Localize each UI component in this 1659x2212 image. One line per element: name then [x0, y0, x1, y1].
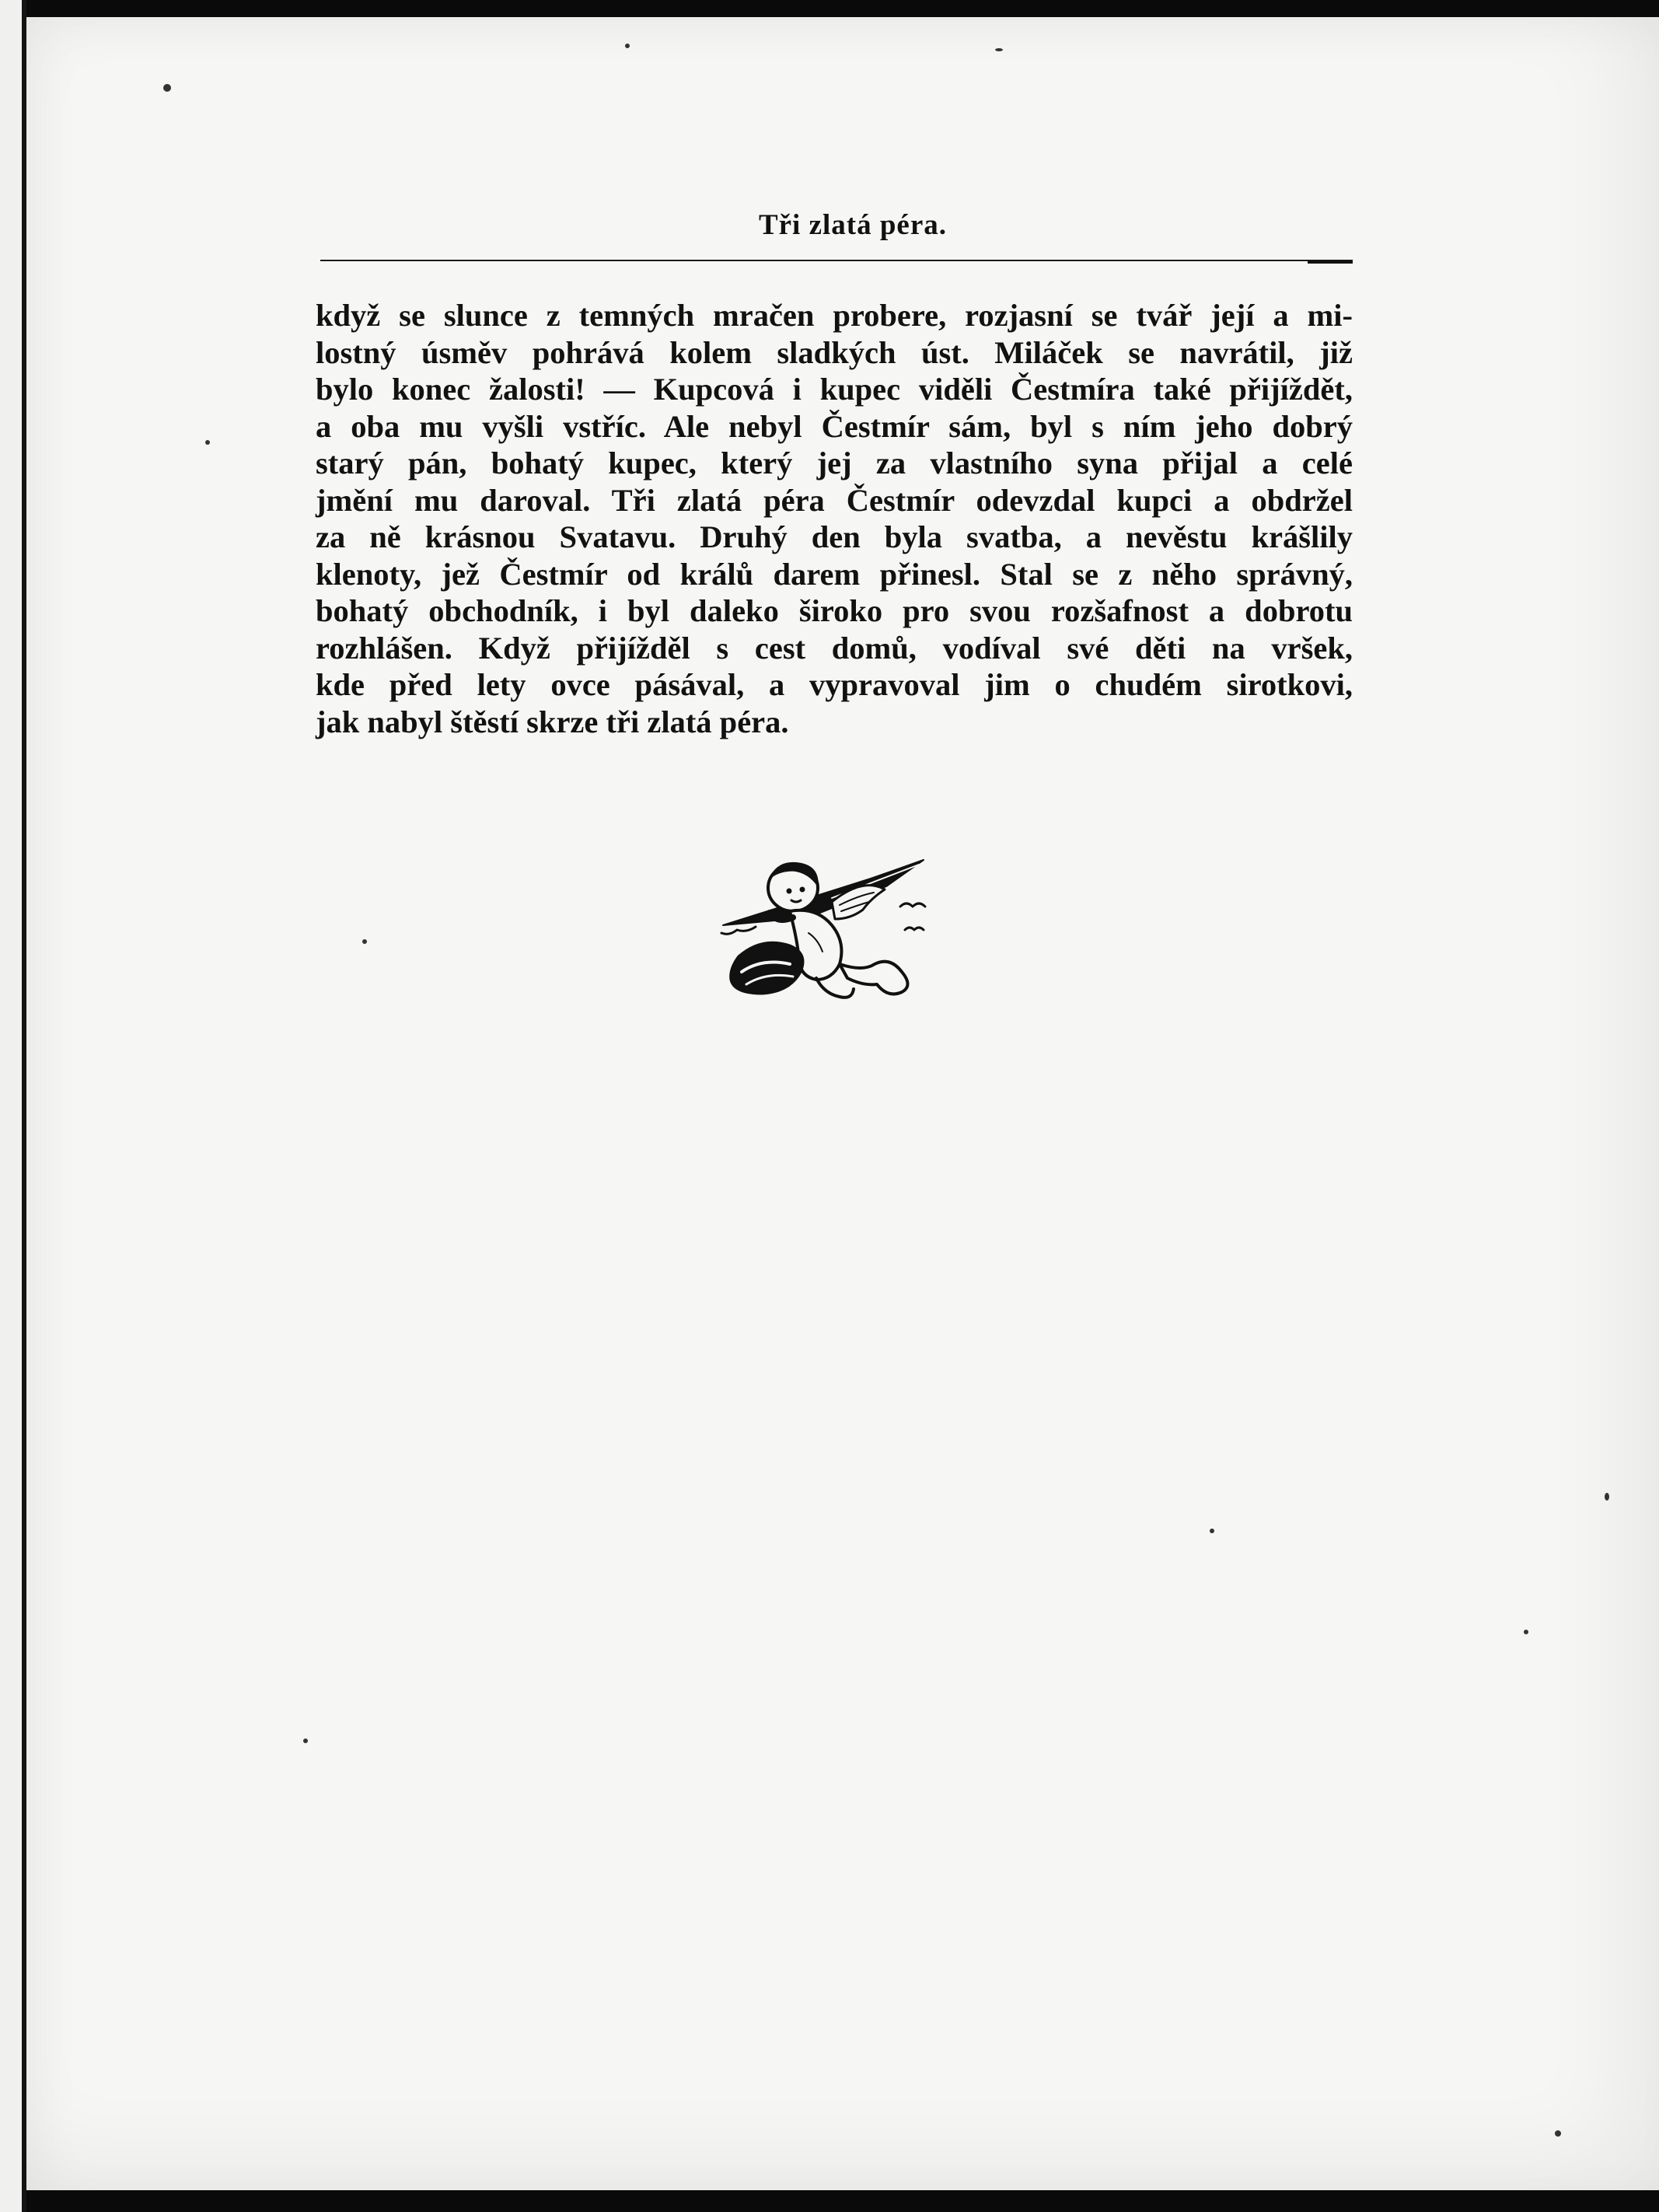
text-line: jak nabyl štěstí skrze tři zlatá péra. [316, 704, 789, 739]
scan-speck [1555, 2130, 1561, 2137]
text-line: rozhlášen. Když přijížděl s cest domů, vodíval své děti na vršek, [316, 630, 1353, 666]
body-paragraph [316, 297, 1353, 740]
scan-speck [163, 84, 171, 92]
text-line: klenoty, jež Čestmír od králů darem přinesl. Stal se z něho správný, [316, 556, 1353, 592]
running-head: Tři zlatá péra. [758, 209, 948, 241]
scan-speck [362, 939, 367, 944]
scan-speck [1605, 1493, 1609, 1501]
scan-speck [995, 48, 1003, 51]
scan-speck [205, 440, 210, 445]
cherub-vignette-icon [715, 855, 941, 1003]
scan-speck [303, 1738, 308, 1743]
scan-speck [625, 44, 630, 48]
text-line: za ně krásnou Svatavu. Druhý den byla svatba, a nevěstu krášlily [316, 519, 1353, 554]
text-line: jmění mu daroval. Tři zlatá péra Čestmír odevzdal kupci a obdržel [316, 482, 1353, 518]
scan-speck [1524, 1630, 1528, 1634]
scan-speck [1210, 1529, 1214, 1533]
text-line: bylo konec žalosti! — Kupcová i kupec viděli Čestmíra také přijíždět, [316, 372, 1353, 407]
text-line: starý pán, bohatý kupec, který jej za vlastního syna přijal a celé [316, 446, 1353, 480]
header-rule [320, 260, 1353, 261]
text-line: kde před lety ovce pásával, a vypravoval jim o chudém sirotkovi, [316, 667, 1353, 702]
header-rule-end [1308, 260, 1353, 264]
text-line: když se slunce z temných mračen probere, rozjasní se tvář její a mi- [316, 298, 1353, 333]
text-line: a oba mu vyšli vstříc. Ale nebyl Čestmír sám, byl s ním jeho dobrý [316, 408, 1353, 444]
text-line: lostný úsměv pohrává kolem sladkých úst. Miláček se navrátil, již [316, 334, 1353, 370]
text-line: bohatý obchodník, i byl daleko široko pro svou rozšafnost a dobrotu [316, 593, 1353, 628]
facing-page-edge [0, 0, 26, 2212]
